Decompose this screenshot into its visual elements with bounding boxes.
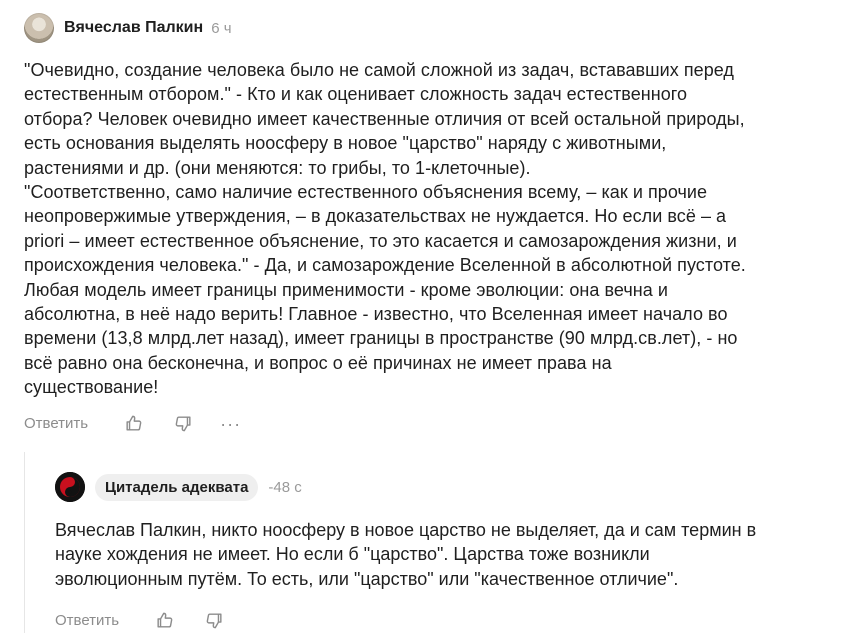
reply-button[interactable]: Ответить (55, 611, 120, 629)
dislike-button[interactable] (201, 607, 227, 633)
reply-actions (55, 607, 835, 633)
reply-author-name[interactable]: Цитадель адеквата (95, 474, 258, 501)
thumb-up-icon (124, 414, 143, 433)
reply-text: Вячеслав Палкин, никто ноосферу в новое царство не выделяет, да и сам термин в науке хождения не имеет. Но если б "царство". Царства тоже возникли эволюционным путём. То есть, или "царство" или "качественное отличие". (55, 520, 757, 589)
comment-header (24, 12, 824, 44)
comment (24, 12, 824, 437)
thumb-up-icon (155, 611, 174, 630)
yin-yang-avatar-icon (55, 472, 85, 502)
comment-text: "Очевидно, создание человека было не самой сложной из задач, встававших перед естественным отбором." - Кто и как оценивает сложность задач естественного отбора? Человек очевидно имеет качественные отличия от всей остальной природы, есть основания выделять ноосферу в новое "царство" наряду с животными, растениями и др. (они меняются: то грибы, то 1-клеточные). "Соответственно, само наличие естественного объяснения всему, – как и прочие неопровержимые утверждения, – в доказательствах не нуждается. Но если всё – а priori – имеет естественное объяснение, то это касается и самозарождения жизни, и происхождения человека." - Да, и самозарождение Вселенной в абсолютной пустоте. Любая модель имеет границы применимости - кроме эволюции: она вечна и абсолютна, в неё надо верить! Главное - известно, что Вселенная имеет начало во времени (13,8 млрд.лет назад), имеет границы в пространстве (90 млрд.св.лет), - но всё равно она бесконечна, и вопрос о её причинах не имеет права на существование! (24, 60, 746, 398)
dislike-button[interactable] (170, 411, 196, 437)
like-button[interactable] (151, 607, 177, 633)
reply-button[interactable]: Ответить (24, 415, 89, 433)
comment-time: 6 ч (211, 19, 232, 37)
reply-comment (55, 470, 835, 633)
reply-header (55, 470, 835, 504)
comment-actions (24, 411, 824, 437)
more-icon[interactable]: ··· (220, 413, 242, 434)
reply-time: -48 с (268, 478, 302, 496)
like-button[interactable] (120, 411, 146, 437)
thread-line (24, 452, 25, 633)
avatar[interactable] (24, 13, 54, 43)
author-name[interactable]: Вячеслав Палкин (64, 19, 204, 36)
thumb-down-icon (174, 414, 193, 433)
thumb-down-icon (205, 611, 224, 630)
reply-avatar[interactable] (55, 472, 85, 502)
